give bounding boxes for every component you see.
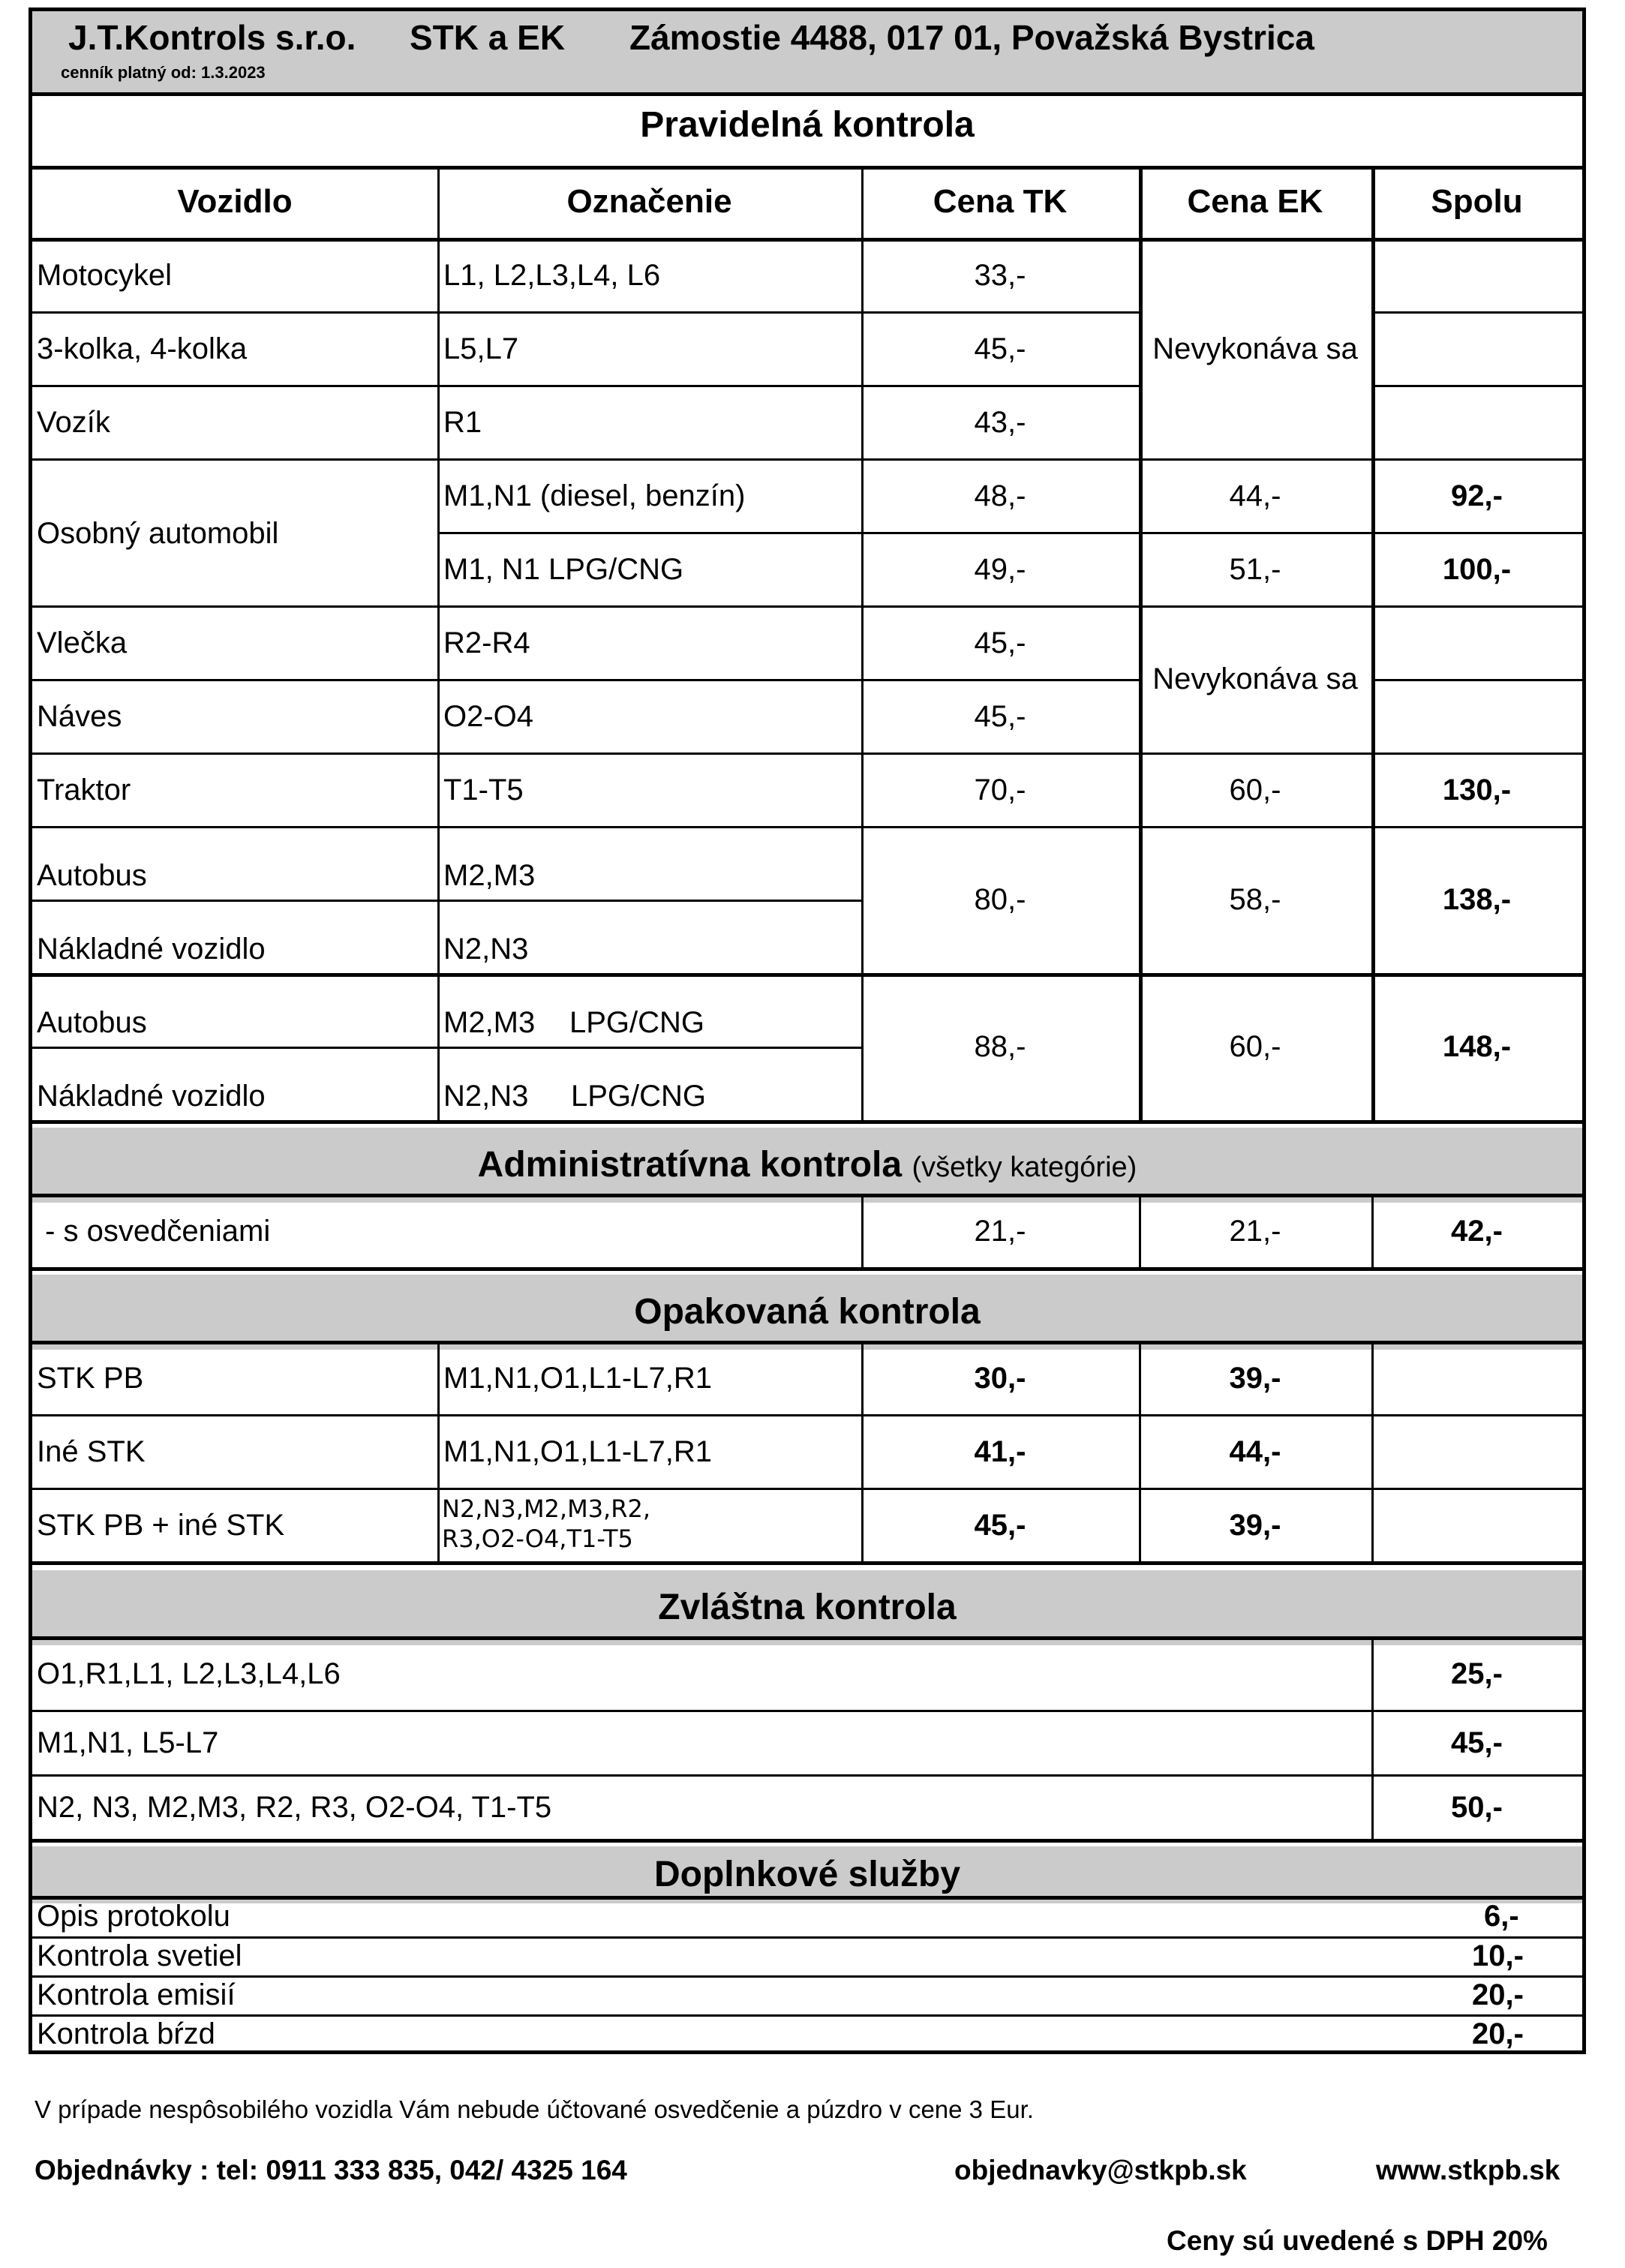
row-tractor-tk: 70,- <box>974 774 1026 807</box>
section-special-title: Zvláštna kontrola <box>658 1588 957 1627</box>
footer-note: V prípade nespôsobilého vozidla Vám nebude účtované osvedčenie a púzdro v cene 3 Eur. <box>35 2095 1034 2123</box>
row-car2-designation: M1, N1 LPG/CNG <box>443 553 684 586</box>
special-row-3-label: N2, N3, M2,M3, R2, R3, O2-O4, T1-T5 <box>37 1791 552 1824</box>
admin-row-ek: 21,- <box>1229 1215 1281 1248</box>
row-truck-lpg-fuel: LPG/CNG <box>571 1080 707 1113</box>
admin-row-total: 42,- <box>1451 1215 1503 1248</box>
row-moto-tk: 33,- <box>974 259 1026 292</box>
row-bus-lpg-total: 148,- <box>1442 1030 1512 1063</box>
repeat-other-tk: 41,- <box>974 1435 1026 1468</box>
footer-web[interactable]: www.stkpb.sk <box>1376 2155 1560 2185</box>
admin-note: (všetky kategórie) <box>912 1152 1137 1183</box>
extra-row-1-label: Opis protokolu <box>37 1900 230 1933</box>
row-trailer-tk: 45,- <box>974 626 1026 659</box>
special-row-1-price: 25,- <box>1451 1657 1503 1690</box>
repeat-pb-designation: M1,N1,O1,L1-L7,R1 <box>443 1362 712 1395</box>
row-car1-total: 92,- <box>1451 479 1503 512</box>
row-bus-tk: 80,- <box>974 883 1026 916</box>
repeat-pb-other-designation-2: R3,O2-O4,T1-T5 <box>442 1525 633 1553</box>
col-header-price-tk: Cena TK <box>933 183 1068 220</box>
row-cart-vehicle: Vozík <box>37 406 110 439</box>
repeat-other-designation: M1,N1,O1,L1-L7,R1 <box>443 1435 712 1468</box>
row-trike-tk: 45,- <box>974 332 1026 365</box>
col-header-price-ek: Cena EK <box>1187 183 1323 220</box>
row-trike-vehicle: 3-kolka, 4-kolka <box>37 332 248 365</box>
row-car2-total: 100,- <box>1442 553 1512 586</box>
section-regular-title: Pravidelná kontrola <box>640 105 975 145</box>
row-car2-ek: 51,- <box>1229 553 1281 586</box>
repeat-pb-other-tk: 45,- <box>974 1509 1026 1542</box>
row-tractor-designation: T1-T5 <box>443 774 524 807</box>
extra-row-2-price: 10,- <box>1472 1939 1524 1972</box>
repeat-pb-label: STK PB <box>37 1362 144 1395</box>
row-cart-tk: 43,- <box>974 406 1026 439</box>
row-bus-lpg-vehicle: Autobus <box>37 1006 147 1039</box>
repeat-other-label: Iné STK <box>37 1435 146 1468</box>
row-bus-lpg-fuel: LPG/CNG <box>569 1006 705 1039</box>
service-name: STK a EK <box>410 18 566 57</box>
row-bus-lpg-tk: 88,- <box>974 1030 1026 1063</box>
row-bus-ek: 58,- <box>1229 883 1281 916</box>
extra-row-3-label: Kontrola emisií <box>37 1978 236 2011</box>
row-truck-designation: N2,N3 <box>443 933 529 966</box>
ek-not-performed-2: Nevykonáva sa <box>1152 662 1358 695</box>
row-moto-designation: L1, L2,L3,L4, L6 <box>443 259 661 292</box>
ek-not-performed-1: Nevykonáva sa <box>1152 332 1358 365</box>
row-semitrailer-tk: 45,- <box>974 700 1026 733</box>
row-tractor-vehicle: Traktor <box>37 774 131 807</box>
row-trailer-vehicle: Vlečka <box>37 626 128 659</box>
row-bus-designation: M2,M3 <box>443 859 536 892</box>
extra-row-3-price: 20,- <box>1472 1978 1524 2011</box>
section-repeat-title: Opakovaná kontrola <box>634 1292 981 1332</box>
repeat-pb-other-designation-1: N2,N3,M2,M3,R2, <box>442 1494 650 1523</box>
repeat-pb-other-label: STK PB + iné STK <box>37 1509 285 1542</box>
col-header-designation: Označenie <box>566 183 732 220</box>
row-cart-designation: R1 <box>443 406 482 439</box>
row-truck-lpg-vehicle: Nákladné vozidlo <box>37 1080 266 1113</box>
special-row-2-price: 45,- <box>1451 1726 1503 1759</box>
repeat-pb-ek: 39,- <box>1229 1362 1281 1395</box>
valid-from: cenník platný od: 1.3.2023 <box>61 63 266 82</box>
row-tractor-total: 130,- <box>1442 774 1512 807</box>
repeat-pb-other-ek: 39,- <box>1229 1509 1281 1542</box>
row-moto-vehicle: Motocykel <box>37 259 173 292</box>
special-row-1-label: O1,R1,L1, L2,L3,L4,L6 <box>37 1657 341 1690</box>
row-trailer-designation: R2-R4 <box>443 626 530 659</box>
company-address: Zámostie 4488, 017 01, Považská Bystrica <box>629 18 1314 57</box>
row-car1-tk: 48,- <box>974 479 1026 512</box>
row-car1-designation: M1,N1 (diesel, benzín) <box>443 479 746 512</box>
col-header-total: Spolu <box>1431 183 1523 220</box>
row-bus-lpg-ek: 60,- <box>1229 1030 1281 1063</box>
extra-row-1-price: 6,- <box>1484 1900 1519 1933</box>
row-truck-lpg-designation: N2,N3 <box>443 1080 529 1113</box>
row-semitrailer-vehicle: Náves <box>37 700 122 733</box>
footer-email[interactable]: objednavky@stkpb.sk <box>954 2155 1247 2185</box>
row-car-vehicle: Osobný automobil <box>37 517 279 550</box>
section-extra-title: Doplnkové služby <box>653 1855 961 1894</box>
extra-row-4-label: Kontrola bŕzd <box>37 2017 215 2050</box>
price-list-table <box>29 8 1586 2054</box>
row-tractor-ek: 60,- <box>1229 774 1281 807</box>
company-name: J.T.Kontrols s.r.o. <box>68 18 356 57</box>
extra-row-2-label: Kontrola svetiel <box>37 1939 242 1972</box>
col-header-vehicle: Vozidlo <box>177 183 293 220</box>
special-row-3-price: 50,- <box>1451 1791 1503 1824</box>
admin-row-label: - s osvedčeniami <box>37 1215 271 1248</box>
extra-row-4-price: 20,- <box>1472 2017 1524 2050</box>
section-admin-title <box>32 1143 1582 1190</box>
repeat-other-ek: 44,- <box>1229 1435 1281 1468</box>
admin-row-tk: 21,- <box>974 1215 1026 1248</box>
repeat-pb-tk: 30,- <box>974 1362 1026 1395</box>
row-truck-vehicle: Nákladné vozidlo <box>37 933 266 966</box>
footer-orders: Objednávky : tel: 0911 333 835, 042/ 4325 164 <box>35 2155 627 2185</box>
row-bus-lpg-designation: M2,M3 <box>443 1006 536 1039</box>
row-car1-ek: 44,- <box>1229 479 1281 512</box>
admin-title: Administratívna kontrola <box>477 1145 903 1185</box>
special-row-2-label: M1,N1, L5-L7 <box>37 1726 219 1759</box>
row-car2-tk: 49,- <box>974 553 1026 586</box>
row-trike-designation: L5,L7 <box>443 332 519 365</box>
row-semitrailer-designation: O2-O4 <box>443 700 534 733</box>
footer-vat: Ceny sú uvedené s DPH 20% <box>1167 2225 1548 2256</box>
row-bus-total: 138,- <box>1442 883 1512 916</box>
row-bus-vehicle: Autobus <box>37 859 147 892</box>
